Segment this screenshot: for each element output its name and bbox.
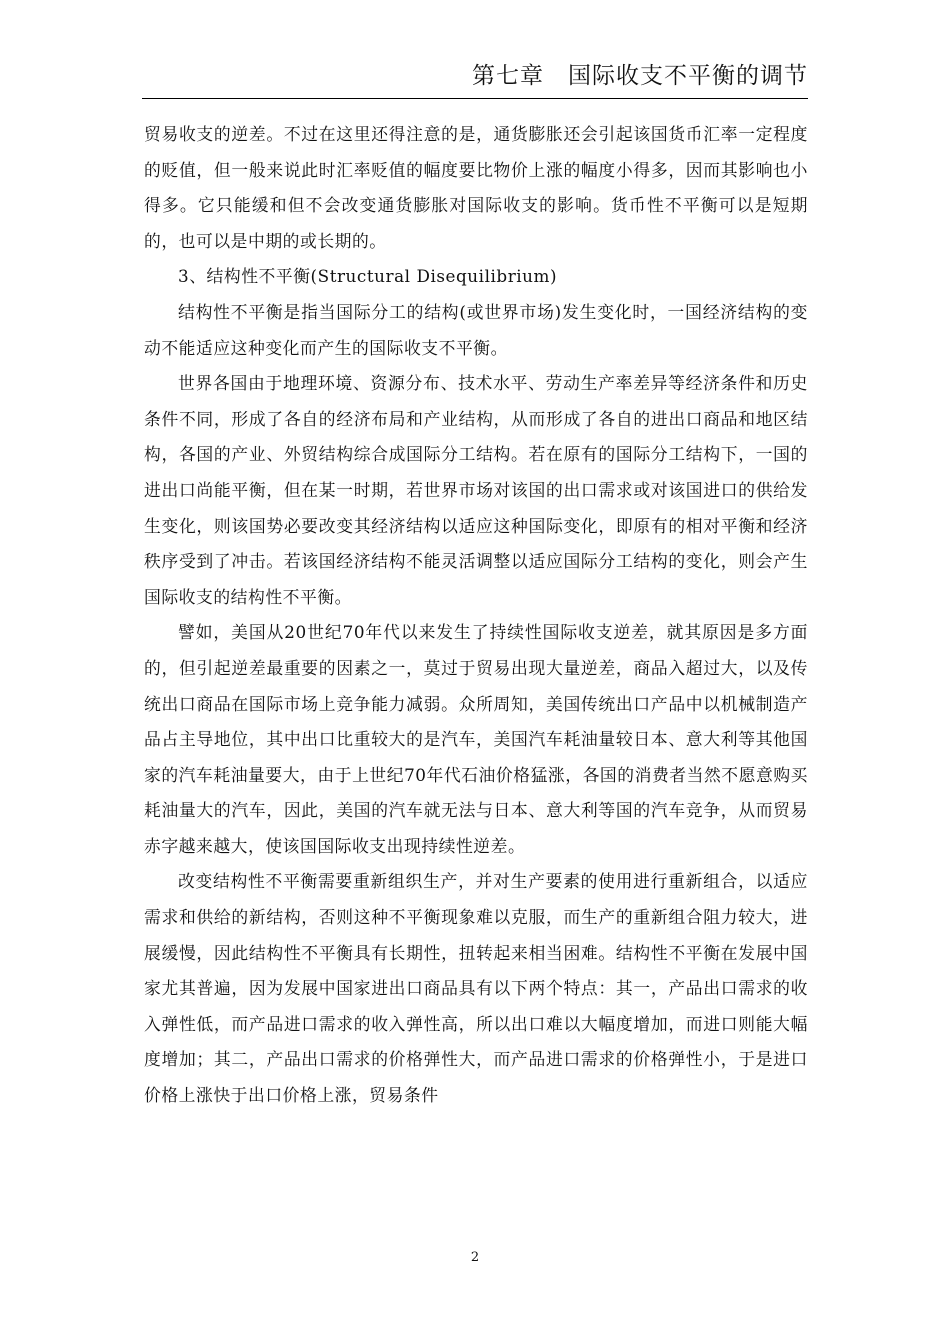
paragraph-causes: 世界各国由于地理环境、资源分布、技术水平、劳动生产率差异等经济条件和历史条件不同，形成了各自的经济布局和产业结构，从而形成了各自的进出口商品和地区结构，各国的产业、外贸结构综合成国际分工结构。若在原有的国际分工结构下，一国的进出口尚能平衡，但在某一时期，若世界市场对该国的出口需求或对该国进口的供给发生变化，则该国势必要改变其经济结构以适应这种国际变化，即原有的相对平衡和经济秩序受到了冲击。若该国经济结构不能灵活调整以适应国际分工结构的变化，则会产生国际收支的结构性不平衡。	[144, 373, 808, 607]
body-text	[144, 117, 808, 1114]
section-heading: 3、结构性不平衡(Structural Disequilibrium)	[178, 266, 558, 287]
page-header	[142, 60, 808, 99]
paragraph-definition: 结构性不平衡是指当国际分工的结构(或世界市场)发生变化时，一国经济结构的变动不能适应这种变化而产生的国际收支不平衡。	[144, 301, 808, 358]
page-number: 2	[470, 1250, 480, 1265]
paragraph-example: 譬如，美国从20世纪70年代以来发生了持续性国际收支逆差，就其原因是多方面的，但引起逆差最重要的因素之一，莫过于贸易出现大量逆差，商品入超过大，以及传统出口商品在国际市场上竞争能力减弱。众所周知，美国传统出口产品中以机械制造产品占主导地位，其中出口比重较大的是汽车，美国汽车耗油量较日本、意大利等其他国家的汽车耗油量要大，由于上世纪70年代石油价格猛涨，各国的消费者当然不愿意购买耗油量大的汽车，因此，美国的汽车就无法与日本、意大利等国的汽车竞争，从而贸易赤字越来越大，使该国国际收支出现持续性逆差。	[144, 622, 808, 856]
paragraph-correction: 改变结构性不平衡需要重新组织生产，并对生产要素的使用进行重新组合，以适应需求和供给的新结构，否则这种不平衡现象难以克服，而生产的重新组合阻力较大，进展缓慢，因此结构性不平衡具有长期性，扭转起来相当困难。结构性不平衡在发展中国家尤其普遍，因为发展中国家进出口商品具有以下两个特点：其一，产品出口需求的收入弹性低，而产品进口需求的收入弹性高，所以出口难以大幅度增加，而进口则能大幅度增加；其二，产品出口需求的价格弹性大，而产品进口需求的价格弹性小，于是进口价格上涨快于出口价格上涨，贸易条件	[144, 871, 808, 1106]
paragraph-continued: 贸易收支的逆差。不过在这里还得注意的是，通货膨胀还会引起该国货币汇率一定程度的贬值，但一般来说此时汇率贬值的幅度要比物价上涨的幅度小得多，因而其影响也小得多。它只能缓和但不会改变通货膨胀对国际收支的影响。货币性不平衡可以是短期的，也可以是中期的或长期的。	[144, 124, 808, 251]
chapter-title: 第七章 国际收支不平衡的调节	[472, 63, 808, 89]
